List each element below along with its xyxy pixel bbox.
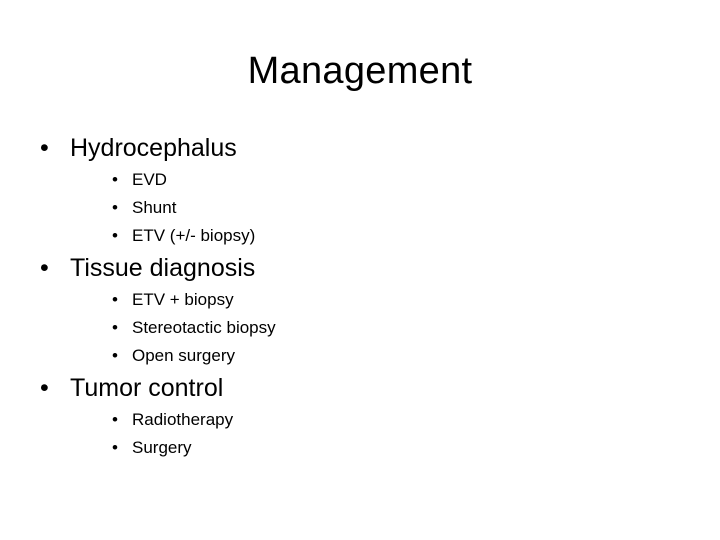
bullet-list bbox=[40, 130, 680, 462]
bullet-heading: Hydrocephalus bbox=[70, 134, 237, 162]
sub-bullet-text: EVD bbox=[132, 170, 167, 189]
sub-bullet-item bbox=[40, 194, 680, 222]
bullet-heading: Tumor control bbox=[70, 374, 224, 402]
bullet-icon: • bbox=[112, 226, 118, 245]
bullet-icon: • bbox=[112, 170, 118, 189]
slide-title: Management bbox=[247, 50, 473, 92]
sub-bullet-item bbox=[40, 434, 680, 462]
sub-list-tumor-control bbox=[40, 406, 680, 462]
sub-bullet-item bbox=[40, 222, 680, 250]
bullet-item-hydrocephalus bbox=[40, 130, 680, 166]
sub-bullet-item bbox=[40, 406, 680, 434]
bullet-item-tissue-diagnosis bbox=[40, 250, 680, 286]
bullet-icon: • bbox=[40, 254, 49, 282]
bullet-icon: • bbox=[112, 198, 118, 217]
sub-list-hydrocephalus bbox=[40, 166, 680, 250]
sub-bullet-item bbox=[40, 314, 680, 342]
sub-bullet-text: Open surgery bbox=[132, 346, 235, 365]
sub-bullet-item bbox=[40, 166, 680, 194]
bullet-icon: • bbox=[112, 438, 118, 457]
sub-bullet-text: Surgery bbox=[132, 438, 192, 457]
bullet-icon: • bbox=[112, 346, 118, 365]
bullet-heading: Tissue diagnosis bbox=[70, 254, 256, 282]
sub-list-tissue-diagnosis bbox=[40, 286, 680, 370]
bullet-icon: • bbox=[40, 374, 49, 402]
sub-bullet-text: Radiotherapy bbox=[132, 410, 234, 429]
sub-bullet-text: Shunt bbox=[132, 198, 177, 217]
sub-bullet-item bbox=[40, 342, 680, 370]
bullet-icon: • bbox=[112, 290, 118, 309]
sub-bullet-text: Stereotactic biopsy bbox=[132, 318, 276, 337]
sub-bullet-item bbox=[40, 286, 680, 314]
bullet-icon: • bbox=[40, 134, 49, 162]
sub-bullet-text: ETV + biopsy bbox=[132, 290, 234, 309]
bullet-icon: • bbox=[112, 318, 118, 337]
sub-bullet-text: ETV (+/- biopsy) bbox=[132, 226, 256, 245]
bullet-item-tumor-control bbox=[40, 370, 680, 406]
bullet-icon: • bbox=[112, 410, 118, 429]
